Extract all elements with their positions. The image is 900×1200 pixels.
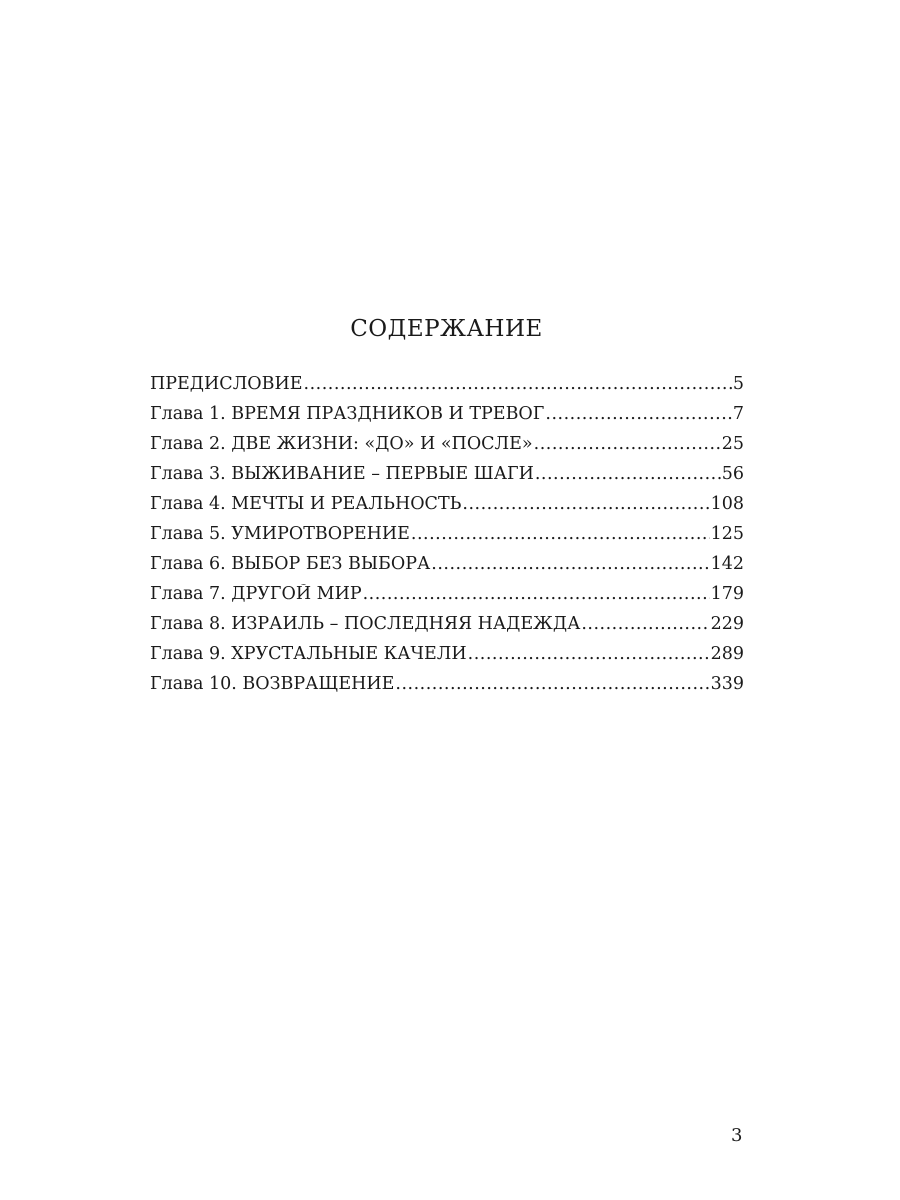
toc-entry-label: Глава 5. УМИРОТВОРЕНИЕ bbox=[150, 524, 410, 544]
dot-leader bbox=[304, 374, 732, 394]
toc-entry-chapter-1 bbox=[150, 404, 744, 434]
dot-leader bbox=[535, 464, 721, 484]
page-number: 3 bbox=[731, 1125, 743, 1146]
toc-entry-preface bbox=[150, 374, 744, 404]
dot-leader bbox=[534, 434, 721, 454]
table-of-contents bbox=[150, 374, 744, 704]
toc-entry-chapter-8 bbox=[150, 614, 744, 644]
toc-entry-page: 125 bbox=[710, 524, 744, 544]
toc-entry-label: Глава 1. ВРЕМЯ ПРАЗДНИКОВ И ТРЕВОГ bbox=[150, 404, 545, 424]
dot-leader bbox=[411, 524, 710, 544]
toc-entry-chapter-6 bbox=[150, 554, 744, 584]
toc-entry-chapter-5 bbox=[150, 524, 744, 554]
toc-entry-page: 229 bbox=[710, 614, 744, 634]
dot-leader bbox=[468, 644, 710, 664]
page-title: СОДЕРЖАНИЕ bbox=[350, 316, 543, 342]
toc-entry-label: Глава 7. ДРУГОЙ МИР bbox=[150, 584, 362, 604]
dot-leader bbox=[431, 554, 709, 574]
toc-entry-label: ПРЕДИСЛОВИЕ bbox=[150, 374, 303, 394]
dot-leader bbox=[581, 614, 709, 634]
toc-entry-chapter-3 bbox=[150, 464, 744, 494]
toc-entry-chapter-4 bbox=[150, 494, 744, 524]
toc-entry-label: Глава 2. ДВЕ ЖИЗНИ: «ДО» И «ПОСЛЕ» bbox=[150, 434, 533, 454]
toc-entry-chapter-7 bbox=[150, 584, 744, 614]
toc-entry-chapter-9 bbox=[150, 644, 744, 674]
toc-entry-page: 25 bbox=[721, 434, 744, 454]
toc-entry-label: Глава 9. ХРУСТАЛЬНЫЕ КАЧЕЛИ bbox=[150, 644, 467, 664]
toc-entry-page: 7 bbox=[732, 404, 744, 424]
dot-leader bbox=[363, 584, 710, 604]
toc-entry-label: Глава 8. ИЗРАИЛЬ – ПОСЛЕДНЯЯ НАДЕЖДА bbox=[150, 614, 581, 634]
toc-entry-page: 5 bbox=[732, 374, 744, 394]
toc-entry-label: Глава 6. ВЫБОР БЕЗ ВЫБОРА bbox=[150, 554, 431, 574]
toc-entry-label: Глава 3. ВЫЖИВАНИЕ – ПЕРВЫЕ ШАГИ bbox=[150, 464, 534, 484]
toc-entry-page: 56 bbox=[721, 464, 744, 484]
toc-entry-page: 108 bbox=[710, 494, 744, 514]
toc-entry-page: 142 bbox=[710, 554, 744, 574]
toc-entry-page: 289 bbox=[710, 644, 744, 664]
dot-leader bbox=[462, 494, 709, 514]
toc-entry-page: 179 bbox=[710, 584, 744, 604]
toc-entry-page: 339 bbox=[710, 674, 744, 694]
toc-entry-chapter-2 bbox=[150, 434, 744, 464]
dot-leader bbox=[545, 404, 731, 424]
toc-entry-label: Глава 10. ВОЗВРАЩЕНИЕ bbox=[150, 674, 395, 694]
dot-leader bbox=[395, 674, 709, 694]
toc-entry-chapter-10 bbox=[150, 674, 744, 704]
toc-entry-label: Глава 4. МЕЧТЫ И РЕАЛЬНОСТЬ bbox=[150, 494, 462, 514]
